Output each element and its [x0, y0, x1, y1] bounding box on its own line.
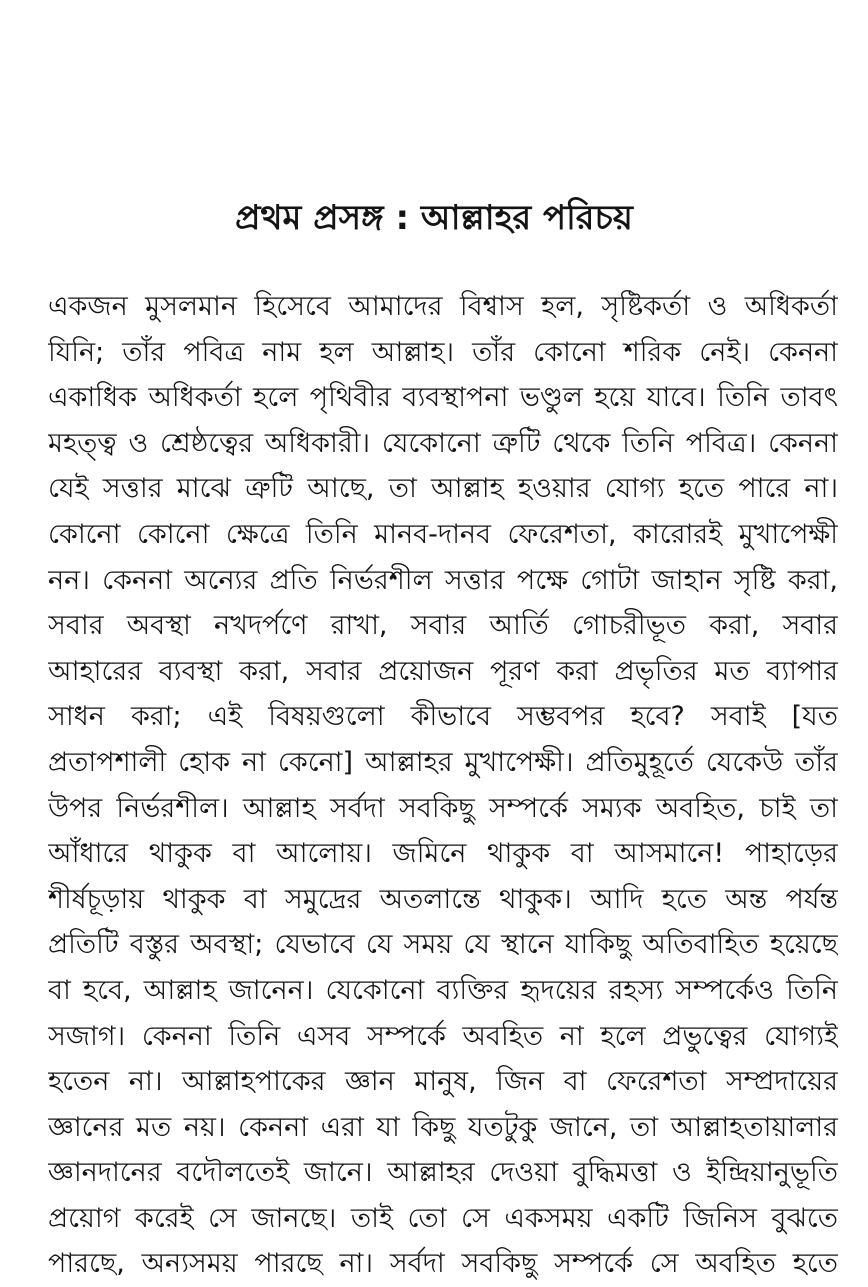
text-line: যিনি; তাঁর পবিত্র নাম হল আল্লাহ। তাঁর কোনো শরিক নেই। কেননা	[48, 336, 838, 368]
chapter-title: প্রথম প্রসঙ্গ : আল্লাহর পরিচয়	[235, 198, 633, 238]
text-line: সাধন করা; এই বিষয়গুলো কীভাবে সম্ভবপর হবে? সবাই [যত	[48, 701, 838, 733]
text-line: প্রতিটি বস্তুর অবস্থা; যেভাবে যে সময় যে স্থানে যাকিছু অতিবাহিত হয়েছে	[48, 929, 838, 961]
text-line: যেই সত্তার মাঝে ত্রুটি আছে, তা আল্লাহ হওয়ার যোগ্য হতে পারে না।	[48, 473, 838, 505]
text-line: আঁধারে থাকুক বা আলোয়। জমিনে থাকুক বা আসমানে! পাহাড়ের	[48, 838, 838, 870]
text-line: কোনো কোনো ক্ষেত্রে তিনি মানব-দানব ফেরেশতা, কারোরই মুখাপেক্ষী	[48, 518, 838, 550]
text-line: প্রয়োগ করেই সে জানছে। তাই তো সে একসময় একটি জিনিস বুঝতে	[48, 1202, 838, 1234]
text-line: পারছে, অন্যসময় পারছে না। সর্বদা সবকিছু সম্পর্কে সে অবহিত হতে	[48, 1248, 838, 1280]
text-line: মহত্ত্ব ও শ্রেষ্ঠত্বের অধিকারী। যেকোনো ত্রুটি থেকে তিনি পবিত্র। কেননা	[48, 427, 838, 459]
text-line: সবার অবস্থা নখদর্পণে রাখা, সবার আর্তি গোচরীভূত করা, সবার	[48, 610, 838, 642]
text-line: প্রতাপশালী হোক না কেনো] আল্লাহর মুখাপেক্ষী। প্রতিমুহূর্তে যেকেউ তাঁর	[48, 746, 838, 778]
text-line: নন। কেননা অন্যের প্রতি নির্ভরশীল সত্তার পক্ষে গোটা জাহান সৃষ্টি করা,	[48, 564, 838, 596]
body-paragraph	[48, 284, 838, 1287]
text-line: আহারের ব্যবস্থা করা, সবার প্রয়োজন পূরণ করা প্রভৃতির মত ব্যাপার	[48, 655, 838, 687]
text-line: শীর্ষচূড়ায় থাকুক বা সমুদ্রের অতলান্তে থাকুক। আদি হতে অন্ত পর্যন্ত	[48, 883, 838, 915]
text-line: একজন মুসলমান হিসেবে আমাদের বিশ্বাস হল, সৃষ্টিকর্তা ও অধিকর্তা	[48, 291, 838, 322]
text-line: উপর নির্ভরশীল। আল্লাহ সর্বদা সবকিছু সম্পর্কে সম্যক অবহিত, চাই তা	[48, 792, 838, 824]
text-line: হতেন না। আল্লাহপাকের জ্ঞান মানুষ, জিন বা ফেরেশতা সম্প্রদায়ের	[48, 1066, 838, 1098]
text-line: সজাগ। কেননা তিনি এসব সম্পর্কে অবহিত না হলে প্রভুত্বের যোগ্যই	[48, 1020, 838, 1052]
text-line: জ্ঞানের মত নয়। কেননা এরা যা কিছু যতটুকু জানে, তা আল্লাহতায়ালার	[48, 1111, 838, 1143]
text-line: বা হবে, আল্লাহ জানেন। যেকোনো ব্যক্তির হৃদয়ের রহস্য সম্পর্কেও তিনি	[48, 974, 838, 1006]
text-line: জ্ঞানদানের বদৌলতেই জানে। আল্লাহর দেওয়া বুদ্ধিমত্তা ও ইন্দ্রিয়ানুভূতি	[48, 1157, 838, 1189]
text-line: একাধিক অধিকর্তা হলে পৃথিবীর ব্যবস্থাপনা ভণ্ডুল হয়ে যাবে। তিনি তাবৎ	[48, 382, 838, 414]
